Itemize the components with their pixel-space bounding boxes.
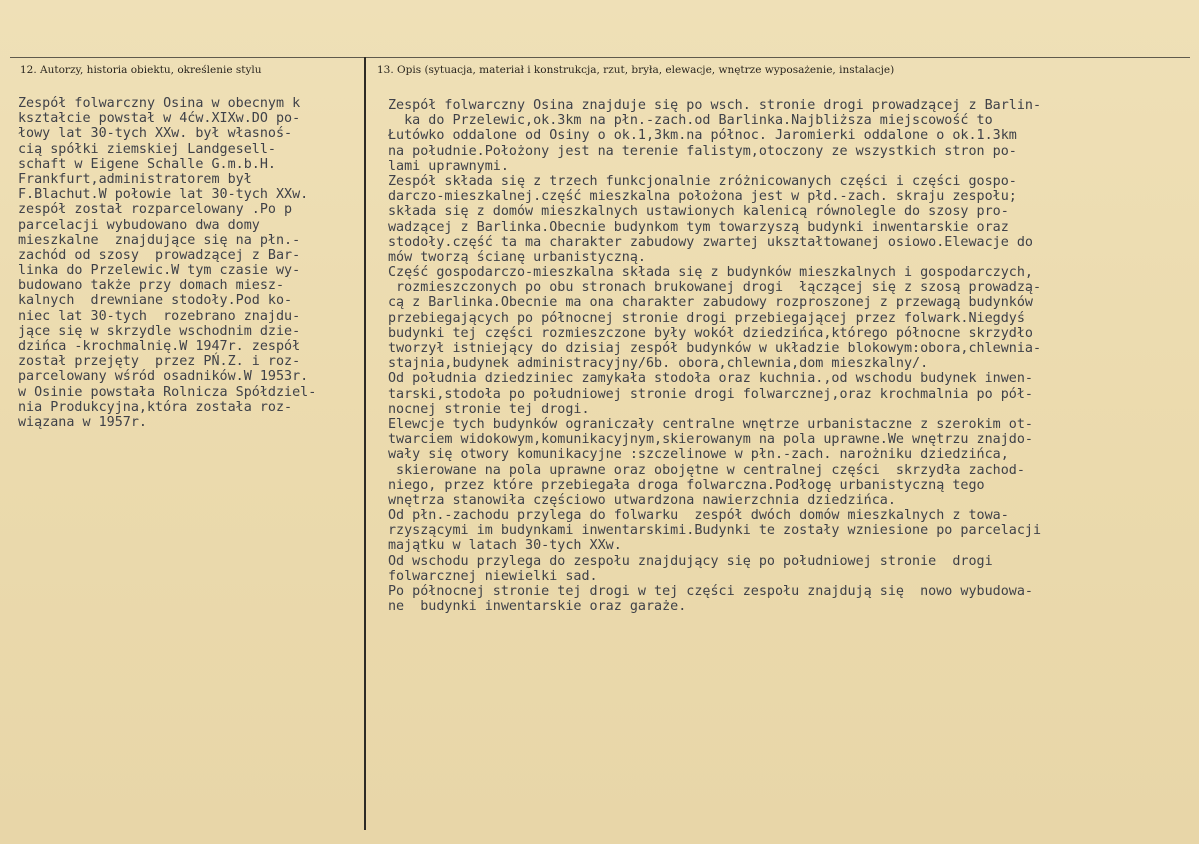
- history-text-line: dzińca -krochmalnię.W 1947r. zespół: [18, 339, 301, 354]
- description-text-line: Po północnej stronie tej drogi w tej części zespołu znajdują się nowo wybudowa-: [388, 584, 1033, 599]
- history-text-line: parcelacji wybudowano dwa domy: [18, 217, 260, 233]
- description-text-line: stodoły.część ta ma charakter zabudowy zwartej ukształtowanej osiowo.Elewacje do: [388, 234, 1033, 250]
- column-divider: [364, 57, 366, 830]
- description-text-line: Od płn.-zachodu przylega do folwarku zespół dwóch domów mieszkalnych z towa-: [388, 508, 1009, 524]
- history-text-line: Frankfurt,administratorem był: [18, 171, 252, 187]
- history-text-line: w Osinie powstała Rolnicza Spółdziel-: [18, 384, 317, 400]
- description-text-line: Zespół folwarczny Osina znajduje się po wsch. stronie drogi prowadzącej z Barlin-: [388, 98, 1042, 113]
- history-text-line: został przejęty przez PŃ.Z. i roz-: [18, 354, 301, 370]
- description-text-line: majątku w latach 30-tych XXw.: [388, 538, 622, 554]
- description-text-line: Od wschodu przylega do zespołu znajdujący się po południowej stronie drogi: [388, 553, 993, 569]
- description-text-line: na południe.Położony jest na terenie falistym,otoczony ze wszystkich stron po-: [388, 143, 1017, 159]
- description-text-line: Łutówko oddalone od Osiny o ok.1,3km.na północ. Jaromierki oddalone o ok.1.3km: [388, 128, 1017, 144]
- history-text-line: parcelowany wśród osadników.W 1953r.: [18, 369, 309, 385]
- description-text-line: Zespół składa się z trzech funkcjonalnie zróżnicowanych części i części gospo-: [388, 173, 1017, 189]
- history-text-line: Zespół folwarczny Osina w obecnym k: [18, 96, 301, 111]
- description-text-line: ne budynki inwentarskie oraz garaże.: [388, 599, 687, 615]
- description-text-line: budynki tej części rozmieszczone były wokół dziedzińca,którego północne skrzydło: [388, 325, 1033, 341]
- history-text-line: nia Produkcyjna,która została roz-: [18, 399, 293, 415]
- history-text-line: wiązana w 1957r.: [18, 414, 147, 430]
- description-text-line: tworzył istniejący do dzisiaj zespół budynków w układzie blokowym:obora,chlewnia-: [388, 341, 1042, 356]
- description-text-line: wadzącej z Barlinka.Obecnie budynkom tym towarzyszą budynki inwentarskie oraz: [388, 219, 1009, 235]
- description-text-line: folwarcznej niewielki sad.: [388, 568, 598, 584]
- history-text-line: jące się w skrzydle wschodnim dzie-: [18, 323, 301, 339]
- description-text-line: przebiegających po północnej stronie drogi przebiegającej przez folwark.Niegdyś: [388, 310, 1025, 326]
- history-text-line: niec lat 30-tych rozebrano znajdu-: [18, 308, 301, 324]
- history-column: [18, 96, 316, 430]
- section-13-header: 13. Opis (sytuacja, materiał i konstrukcja, rzut, bryła, elewacje, wnętrze wyposażenie, instalacje): [377, 64, 895, 76]
- description-text-line: lami uprawnymi.: [388, 158, 509, 174]
- header-rule: [10, 57, 1190, 58]
- description-text-line: mów tworzą ścianę urbanistyczną.: [388, 249, 646, 265]
- description-text-line: cą z Barlinka.Obecnie ma ona charakter zabudowy rozproszonej z przewagą budynków: [388, 295, 1033, 311]
- description-text-line: Część gospodarczo-mieszkalna składa się z budynków mieszkalnych i gospodarczych,: [388, 265, 1033, 281]
- history-text-line: zespół został rozparcelowany .Po p: [18, 202, 293, 218]
- description-text-line: darczo-mieszkalnej.część mieszkalna położona jest w płd.-zach. skraju zespołu;: [388, 189, 1017, 205]
- description-text-line: tarski,stodoła po południowej stronie drogi folwarcznej,oraz krochmalnia po pół-: [388, 386, 1033, 402]
- history-text-line: F.Blachut.W połowie lat 30-tych XXw.: [18, 187, 309, 203]
- description-text-line: wały się otwory komunikacyjne :szczelinowe w płn.-zach. narożniku dziedzińca,: [388, 447, 1009, 463]
- description-text-line: stajnia,budynek administracyjny/6b. obora,chlewnia,dom mieszkalny/.: [388, 356, 929, 372]
- history-text-line: kształcie powstał w 4ćw.XIXw.DO po-: [18, 111, 301, 127]
- description-text-line: wnętrza stanowiła częściowo utwardzona nawierzchnia dziedzińca.: [388, 492, 896, 508]
- description-text-line: rozmieszczonych po obu stronach brukowanej drogi łączącej się z szosą prowadzą-: [388, 280, 1042, 296]
- description-text-line: twarciem widokowym,komunikacyjnym,skierowanym na pola uprawne.We wnętrzu znajdo-: [388, 432, 1033, 448]
- description-text-line: składa się z domów mieszkalnych ustawionych kalenicą równolegle do szosy pro-: [388, 204, 1009, 220]
- description-column: [388, 98, 1041, 614]
- history-text-line: cią spółki ziemskiej Landgesell-: [18, 141, 276, 157]
- description-text-line: niego, przez które przebiegała droga folwarczna.Podłogę urbanistyczną tego: [388, 477, 985, 493]
- history-text-line: kalnych drewniane stodoły.Pod ko-: [18, 293, 293, 309]
- description-text-line: skierowane na pola uprawne oraz obojętne w centralnej części skrzydła zachod-: [388, 462, 1025, 478]
- section-12-header: 12. Autorzy, historia obiektu, określenie stylu: [20, 64, 262, 76]
- description-text-line: Elewcje tych budynków ograniczały centralne wnętrze urbanistaczne z szerokim ot-: [388, 416, 1033, 432]
- history-text-line: schaft w Eigene Schalle G.m.b.H.: [18, 156, 276, 172]
- history-text-line: budowano także przy domach miesz-: [18, 278, 285, 294]
- description-text-line: ka do Przelewic,ok.3km na płn.-zach.od Barlinka.Najbliższa miejscowość to: [388, 113, 993, 129]
- history-text-line: mieszkalne znajdujące się na płn.-: [18, 232, 301, 248]
- history-text-line: linka do Przelewic.W tym czasie wy-: [18, 263, 301, 279]
- description-text-line: rzyszącymi im budynkami inwentarskimi.Budynki te zostały wzniesione po parcelacji: [388, 523, 1042, 539]
- history-text-line: zachód od szosy prowadzącej z Bar-: [18, 247, 301, 263]
- description-text-line: nocnej stronie tej drogi.: [388, 401, 590, 417]
- history-text-line: łowy lat 30-tych XXw. był własnoś-: [18, 126, 293, 142]
- description-text-line: Od południa dziedziniec zamykała stodoła oraz kuchnia.,od wschodu budynek inwen-: [388, 371, 1033, 387]
